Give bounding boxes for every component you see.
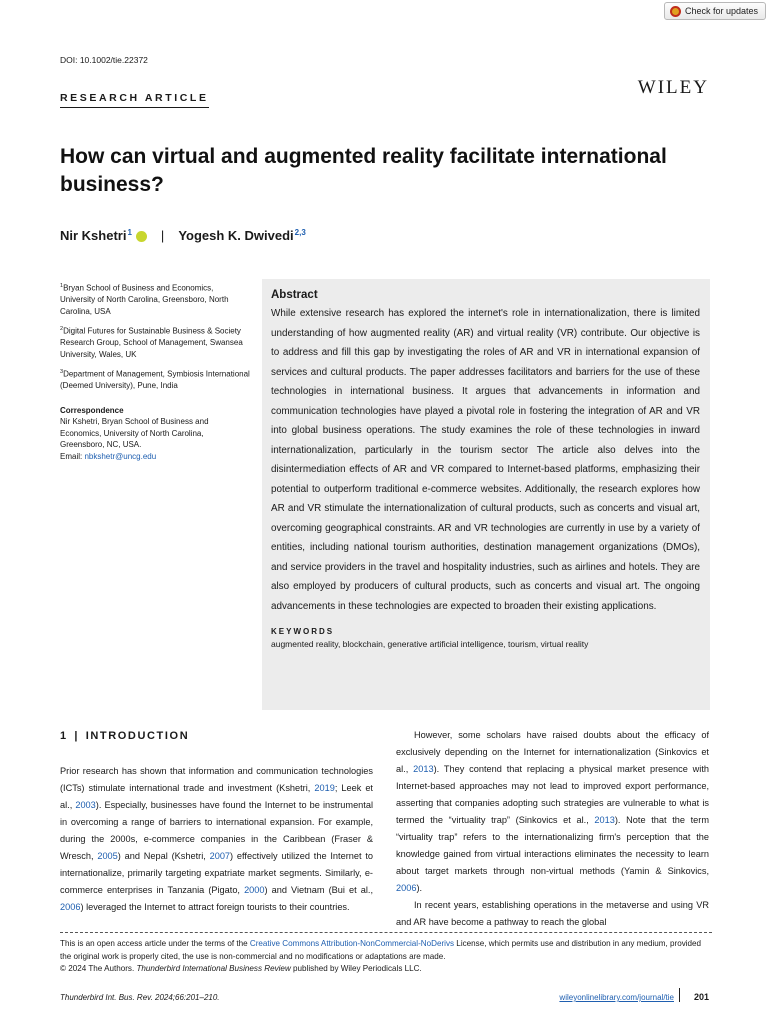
footer-divider — [679, 988, 680, 1002]
affiliation: $^3$Department of Management, Symbiosis International (Deemed University), Pune, India — [60, 369, 250, 391]
keywords-text: augmented reality, blockchain, generative artificial intelligence, tourism, virtual reality — [271, 639, 589, 649]
author-separator: | — [160, 228, 165, 243]
text-run: ). They contend that replacing a physical market presence with Internet-based approaches may not lead to improved export performance, asserting that companies adopting such strategies are vulnerable to what is termed the “virtuality trap” (Sinkovics et al., — [396, 764, 709, 825]
affiliation: $^2$Digital Futures for Sustainable Business & Society Research Group, School of Management, Swansea University, Wales, UK — [60, 326, 243, 359]
abstract-text: While extensive research has explored the internet's role in internationalization, there is limited understanding of how augmented reality (AR) and virtual reality (VR) contribute. Our objective is to address and fill this gap by investigating the roles of AR and VR in international expansion of services and cultural products. The paper addresses facilitators and barriers for the use of these technologies in international business. It argues that advancements in information and communication technologies have played a pivotal role in fostering the integration of AR and VR into global business operations. The study examines the role of these technologies in inward internationalization, particularly in the tourism sector The article also delves into the disintermediation effects of AR and VR compared to Internet-based platforms, emphasizing their potential to outperform traditional e-commerce websites. Additionally, the research explores how AR and VR stimulate the internationalization of cultural products, such as concerts and visual art, overcoming geographical constraints. AR and VR technologies are currently in use by a variety of entities, including national tourism authorities, destination management organizations (DMOs), and service providers in the travel and hospitality industries, such as airlines and hotels. They are also employed by producers of cultural products, such as concerts and visual art. The ongoing advancements in these technologies are expected to broaden their existing applications. — [271, 308, 700, 612]
text-run: Prior research has shown that information and communication technologies (ICTs) stimulate international trade and investment (Kshetri, — [60, 766, 373, 793]
correspondence-heading: Correspondence — [60, 405, 124, 415]
author-name[interactable]: Nir Kshetri — [60, 228, 127, 243]
license-link[interactable]: Creative Commons Attribution-NonCommercial-NoDerivs — [249, 939, 455, 948]
crossmark-icon — [670, 6, 681, 17]
citation-link[interactable]: 2003 — [75, 800, 96, 810]
citation-link[interactable]: 2006 — [396, 883, 417, 893]
affiliation: $^1$Bryan School of Business and Economics, University of North Carolina, Greensboro, North Carolina, USA — [60, 283, 229, 316]
text-run: ) leveraged the Internet to attract foreign tourists to their countries. — [80, 902, 350, 912]
license-divider — [60, 932, 712, 933]
footer-citation: Thunderbird Int. Bus. Rev. 2024;66:201–210. — [60, 993, 220, 1002]
intro-column-right — [396, 727, 709, 928]
body-paragraph — [396, 897, 709, 928]
citation-link[interactable]: 2013 — [594, 815, 615, 825]
author-name[interactable]: Yogesh K. Dwivedi — [178, 228, 294, 243]
text-run: ) and Nepal (Kshetri, — [117, 851, 210, 861]
citation-link[interactable]: 2019 — [314, 783, 335, 793]
citation-link[interactable]: 2000 — [244, 885, 265, 895]
citation-link[interactable]: 2005 — [97, 851, 118, 861]
text-run: ) effectively utilized the Internet to internationalize, primarily targeting expatriate market segments. Similarly, e-commerce enterprises in Tanzania (Pigato, — [60, 851, 373, 895]
text-run: ). Note that the term “virtuality trap” refers to the internationalizing firm's perception that the knowledge gained from virtual interactions eliminates the necessity to learn about target markets through non-virtual methods (Yamin & Sinkovics, — [396, 815, 709, 876]
text-run: In recent years, establishing operations in the metaverse and using VR and AR have become a pathway to reach the global — [396, 900, 709, 927]
section-heading-introduction: 1 | INTRODUCTION — [60, 730, 190, 742]
check-for-updates-button[interactable] — [664, 2, 766, 20]
journal-name: Thunderbird International Business Review — [136, 964, 291, 973]
body-paragraph — [60, 763, 373, 916]
doi: DOI: 10.1002/tie.22372 — [60, 55, 148, 65]
orcid-icon[interactable] — [136, 231, 147, 242]
page-number: 201 — [693, 992, 709, 1002]
text-run: ) and Vietnam (Bui et al., — [264, 885, 373, 895]
journal-website-link[interactable]: wileyonlinelibrary.com/journal/tie — [559, 993, 674, 1002]
abstract-heading: Abstract — [271, 289, 318, 301]
article-type: RESEARCH ARTICLE — [60, 92, 209, 108]
affiliations — [60, 281, 250, 469]
author-affiliation-marker: 1 — [127, 228, 132, 237]
author-list — [60, 228, 306, 243]
text-run: ; Leek et al., — [60, 783, 373, 810]
check-for-updates-label: Check for updates — [685, 6, 759, 16]
body-paragraph — [396, 727, 709, 897]
citation-link[interactable]: 2013 — [413, 764, 434, 774]
text-run: ). Especially, businesses have found the Internet to be instrumental in overcoming a range of barriers to international expansion. For example, during the 2000s, e-commerce companies in the Caribbean (Fraser & Wresch, — [60, 800, 373, 861]
citation-link[interactable]: 2007 — [209, 851, 231, 861]
correspondence-text: Nir Kshetri, Bryan School of Business and Economics, University of North Carolina, Greensboro, NC, USA. Email: nbkshetr@uncg.edu — [60, 417, 209, 461]
keywords-heading: KEYWORDS — [271, 627, 335, 636]
text-run: However, some scholars have raised doubts about the efficacy of exclusively depending on the Internet for internationalization (Sinkovics et al., — [396, 730, 709, 774]
author-affiliation-marker: 2,3 — [294, 228, 306, 237]
citation-link[interactable]: 2006 — [60, 902, 81, 912]
intro-column-left — [60, 763, 373, 928]
email-link[interactable]: nbkshetr@uncg.edu — [84, 451, 157, 461]
abstract-box — [262, 279, 710, 710]
article-title: How can virtual and augmented reality facilitate international business? — [60, 145, 667, 196]
license-notice: This is an open access article under the terms of the Creative Commons Attribution-NonCommercial-NoDerivs License, which permits use and distribution in any medium, provided the original work is properly cited, the use is non-commercial and no modifications or adaptations are made. © 2024 The Authors. Thunderbird International Business Review published by Wiley Periodicals LLC. — [60, 939, 702, 973]
text-run: ). — [416, 883, 423, 893]
publisher-logo: WILEY — [637, 77, 709, 98]
